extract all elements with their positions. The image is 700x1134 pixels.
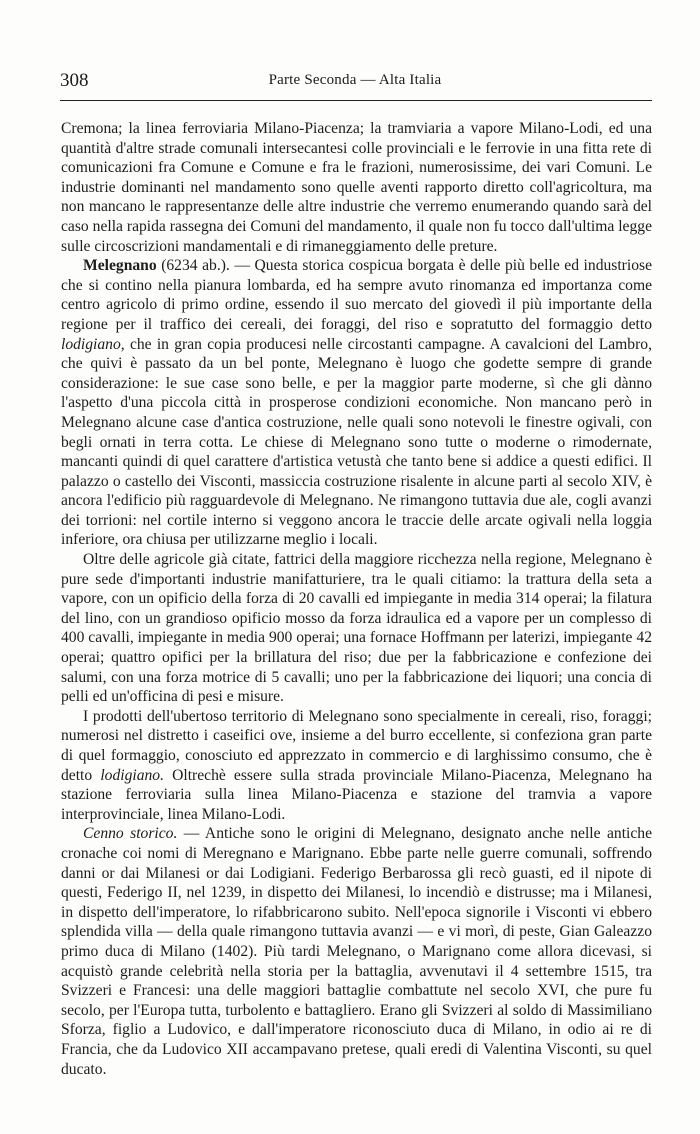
page-number: 308 <box>60 70 89 91</box>
paragraph-text: — Antiche sono le origini di Melegnano, designato anche nelle antiche cronache coi nomi di Meregnano e Marignano. Ebbe parte nelle guerre comunali, soffrendo danni or dai Milanesi or dai Lodigiani. Federigo Berbarossa gli recò guasti, ed il nipote di questi, Federigo II, nel 1239, in dispetto dei Milanesi, lo incendiò e distrusse; ma i Milanesi, in dispetto dell'imperatore, lo rifabbricarono subito. Nell'epoca signorile i Visconti vi ebbero splendida villa — della quale rimangono tuttavia avanzi — e vi morì, di peste, Gian Galeazzo primo duca di Milano (1402). Più tardi Melegnano, o Marignano come allora dicevasi, si acquistò grande celebrità nella storia per la battaglia, avvenutavi il 4 settembre 1515, tra Svizzeri e Francesi: una delle maggiori battaglie combattute nel secolo XVI, che pure fu secolo, per l'Europa tutta, turbolento e battagliero. Erano gli Svizzeri al soldo di Massimiliano Sforza, figlio a Ludovico, e dall'imperatore riconosciuto duca di Milano, in odio ai re di Francia, che da Ludovico XII accampavano pretese, quali eredi di Valentina Visconti, su quel ducato. <box>61 825 652 1078</box>
italic-term: lodigiano. <box>100 766 164 784</box>
section-heading-cenno-storico: Cenno storico. <box>83 825 178 843</box>
paragraph-industries <box>61 550 652 707</box>
paragraph-text: Cremona; la linea ferroviaria Milano-Piacenza; la tramviaria a vapore Milano-Lodi, ed una quantità d'altre strade comunali intersecantesi colle provinciali e le ferrovie in una fitta rete di comunicazioni fra Comune e Comune e fra le frazioni, numerosissime, dei vari Comuni. Le industrie dominanti nel mandamento sono quelle aventi rapporto diretto coll'agricoltura, ma non mancano le rappresentanze delle altre industrie che verremo enumerando quando sarà del caso nella rapida rassegna dei Comuni del mandamento, il quale non fu tocco dall'ultima legge sulle circoscrizioni mandamentali e di rimaneggiamento delle preture. <box>61 120 652 255</box>
italic-term: lodigiano, <box>61 335 125 353</box>
paragraph-cremona <box>61 119 652 256</box>
paragraph-text: Oltre delle agricole già citate, fattrici della maggiore ricchezza nella regione, Melegnano è pure sede d'importanti industrie manifatturiere, tra le quali citiamo: la trattura della seta a vapore, con un opificio della forza di 20 cavalli ed impiegante in media 314 operai; la filatura del lino, con un grandioso opificio mosso da forza idraulica ed a vapore per un complesso di 400 cavalli, impiegante in media 900 operai; una fornace Hoffmann per laterizi, impiegante 42 operai; quattro opifici per la brillatura del riso; due per la fabbricazione e confezione dei salumi, con una forza motrice di 5 cavalli; uno per la fabbricazione dei liquori; una concia di pelli ed un'officina di pesi e misure. <box>61 551 652 706</box>
paragraph-text: (6234 ab.). — Questa storica cospicua borgata è delle più belle ed industriose che si contino nella pianura lombarda, ed ha sempre avuto rinomanza ed importanza come centro agricolo di primo ordine, essendo il suo mercato del giovedì il più importante della regione per il traffico dei cereali, dei foraggi, del riso e sopratutto del formaggio detto <box>61 257 652 333</box>
paragraph-history <box>61 824 652 1079</box>
body-text <box>61 119 652 1079</box>
running-title: Parte Seconda — Alta Italia <box>268 72 442 88</box>
page-header <box>60 68 650 96</box>
header-rule <box>60 100 652 101</box>
paragraph-text: I prodotti dell'ubertoso territorio di Melegnano sono specialmente in cereali, riso, foraggi; numerosi nel distretto i caseifici ove, insieme a del burro eccellente, si confeziona gran parte di quel formaggio, conosciuto ed apprezzato in commercio e di larghissimo consumo, che è detto <box>61 707 652 784</box>
paragraph-text: Oltrechè essere sulla strada provinciale Milano-Piacenza, Melegnano ha stazione ferroviaria sulla linea Milano-Piacenza e stazione del tramvia a vapore interprovinciale, linea Milano-Lodi. <box>61 766 652 823</box>
paragraph-melegnano <box>61 256 652 550</box>
entry-heading-melegnano: Melegnano <box>83 257 157 275</box>
paragraph-text: che in gran copia producesi nelle circostanti campagne. A cavalcioni del Lambro, che quivi è passato da un bel ponte, Melegnano è luogo che godette sempre di grande considerazione: le sue case sono belle, e per la maggior parte moderne, sì che gli dànno l'aspetto d'una piccola città in prosperose condizioni economiche. Non mancano però in Melegnano alcune case d'antica costruzione, nelle quali sono notevoli le finestre ogivali, con begli ornati in terra cotta. Le chiese di Melegnano sono tutte o moderne o rimodernate, mancanti quindi di quel carattere d'artistica vetustà che tanto bene si addice a questi edifici. Il palazzo o castello dei Visconti, massiccia costruzione risalente in alcune parti al secolo XIV, è ancora l'edificio più ragguardevole di Melegnano. Ne rimangono tuttavia due ale, cogli avanzi dei torrioni: nel cortile interno si veggono ancora le traccie delle arcate ogivali nella loggia inferiore, ora chiusa per utilizzarne meglio i locali. <box>61 335 652 549</box>
paragraph-products <box>61 707 652 825</box>
